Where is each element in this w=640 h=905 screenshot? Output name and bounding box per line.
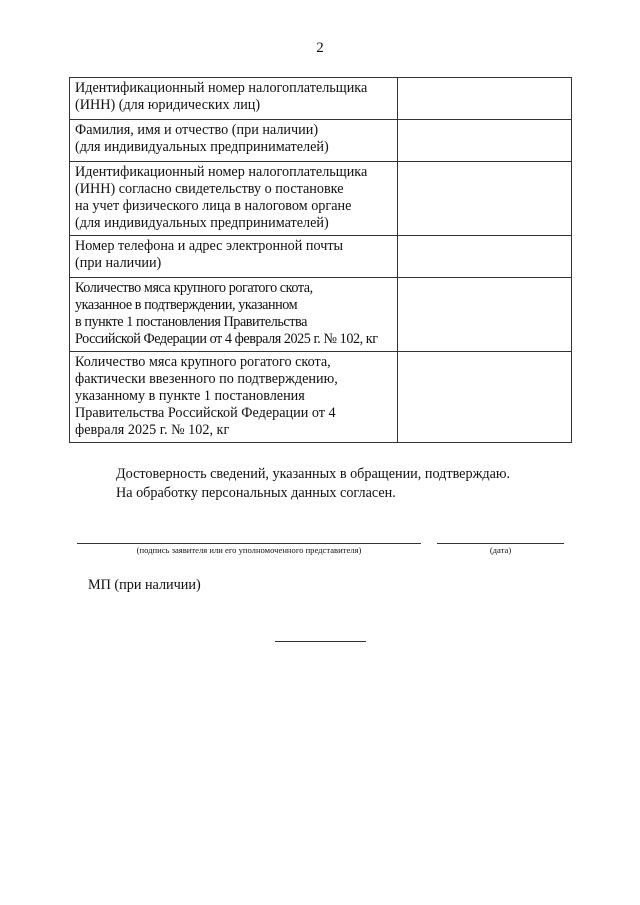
table-row	[70, 278, 572, 352]
row-label-meat-quantity-imported: Количество мяса крупного рогатого скота, фактически ввезенного по подтверждению, указанному в пункте 1 постановления Правительства Российской Федерации от 4 февраля 2025 г. № 102, кг	[70, 352, 398, 443]
row-value-meat-quantity-imported	[398, 352, 572, 443]
page-number: 2	[316, 40, 324, 56]
end-divider	[275, 641, 366, 642]
stamp-label: МП (при наличии)	[88, 577, 201, 593]
applicant-info-table	[69, 77, 572, 443]
row-value-inn-legal	[398, 78, 572, 120]
date-caption: (дата)	[489, 545, 512, 555]
table-row	[70, 162, 572, 236]
table-row	[70, 120, 572, 162]
signature-caption: (подпись заявителя или его уполномоченного представителя)	[136, 545, 362, 555]
row-value-contacts	[398, 236, 572, 278]
row-label-inn-individual: Идентификационный номер налогоплательщика (ИНН) согласно свидетельству о постановке на учет физического лица в налоговом органе (для индивидуальных предпринимателей)	[70, 162, 398, 236]
row-label-contacts: Номер телефона и адрес электронной почты (при наличии)	[70, 236, 398, 278]
row-value-full-name	[398, 120, 572, 162]
row-value-meat-quantity-confirmed	[398, 278, 572, 352]
table-row	[70, 78, 572, 120]
confirmation-statement: Достоверность сведений, указанных в обращении, подтверждаю.	[116, 466, 511, 482]
signature-line	[77, 543, 421, 544]
row-label-inn-legal: Идентификационный номер налогоплательщика (ИНН) (для юридических лиц)	[70, 78, 398, 120]
row-value-inn-individual	[398, 162, 572, 236]
row-label-full-name: Фамилия, имя и отчество (при наличии) (для индивидуальных предпринимателей)	[70, 120, 398, 162]
date-line	[437, 543, 564, 544]
table-row	[70, 236, 572, 278]
row-label-meat-quantity-confirmed: Количество мяса крупного рогатого скота, указанное в подтверждении, указанном в пункте 1 постановления Правительства Российской Федерации от 4 февраля 2025 г. № 102, кг	[70, 278, 398, 352]
consent-statement: На обработку персональных данных согласен.	[116, 485, 396, 501]
table-row	[70, 352, 572, 443]
